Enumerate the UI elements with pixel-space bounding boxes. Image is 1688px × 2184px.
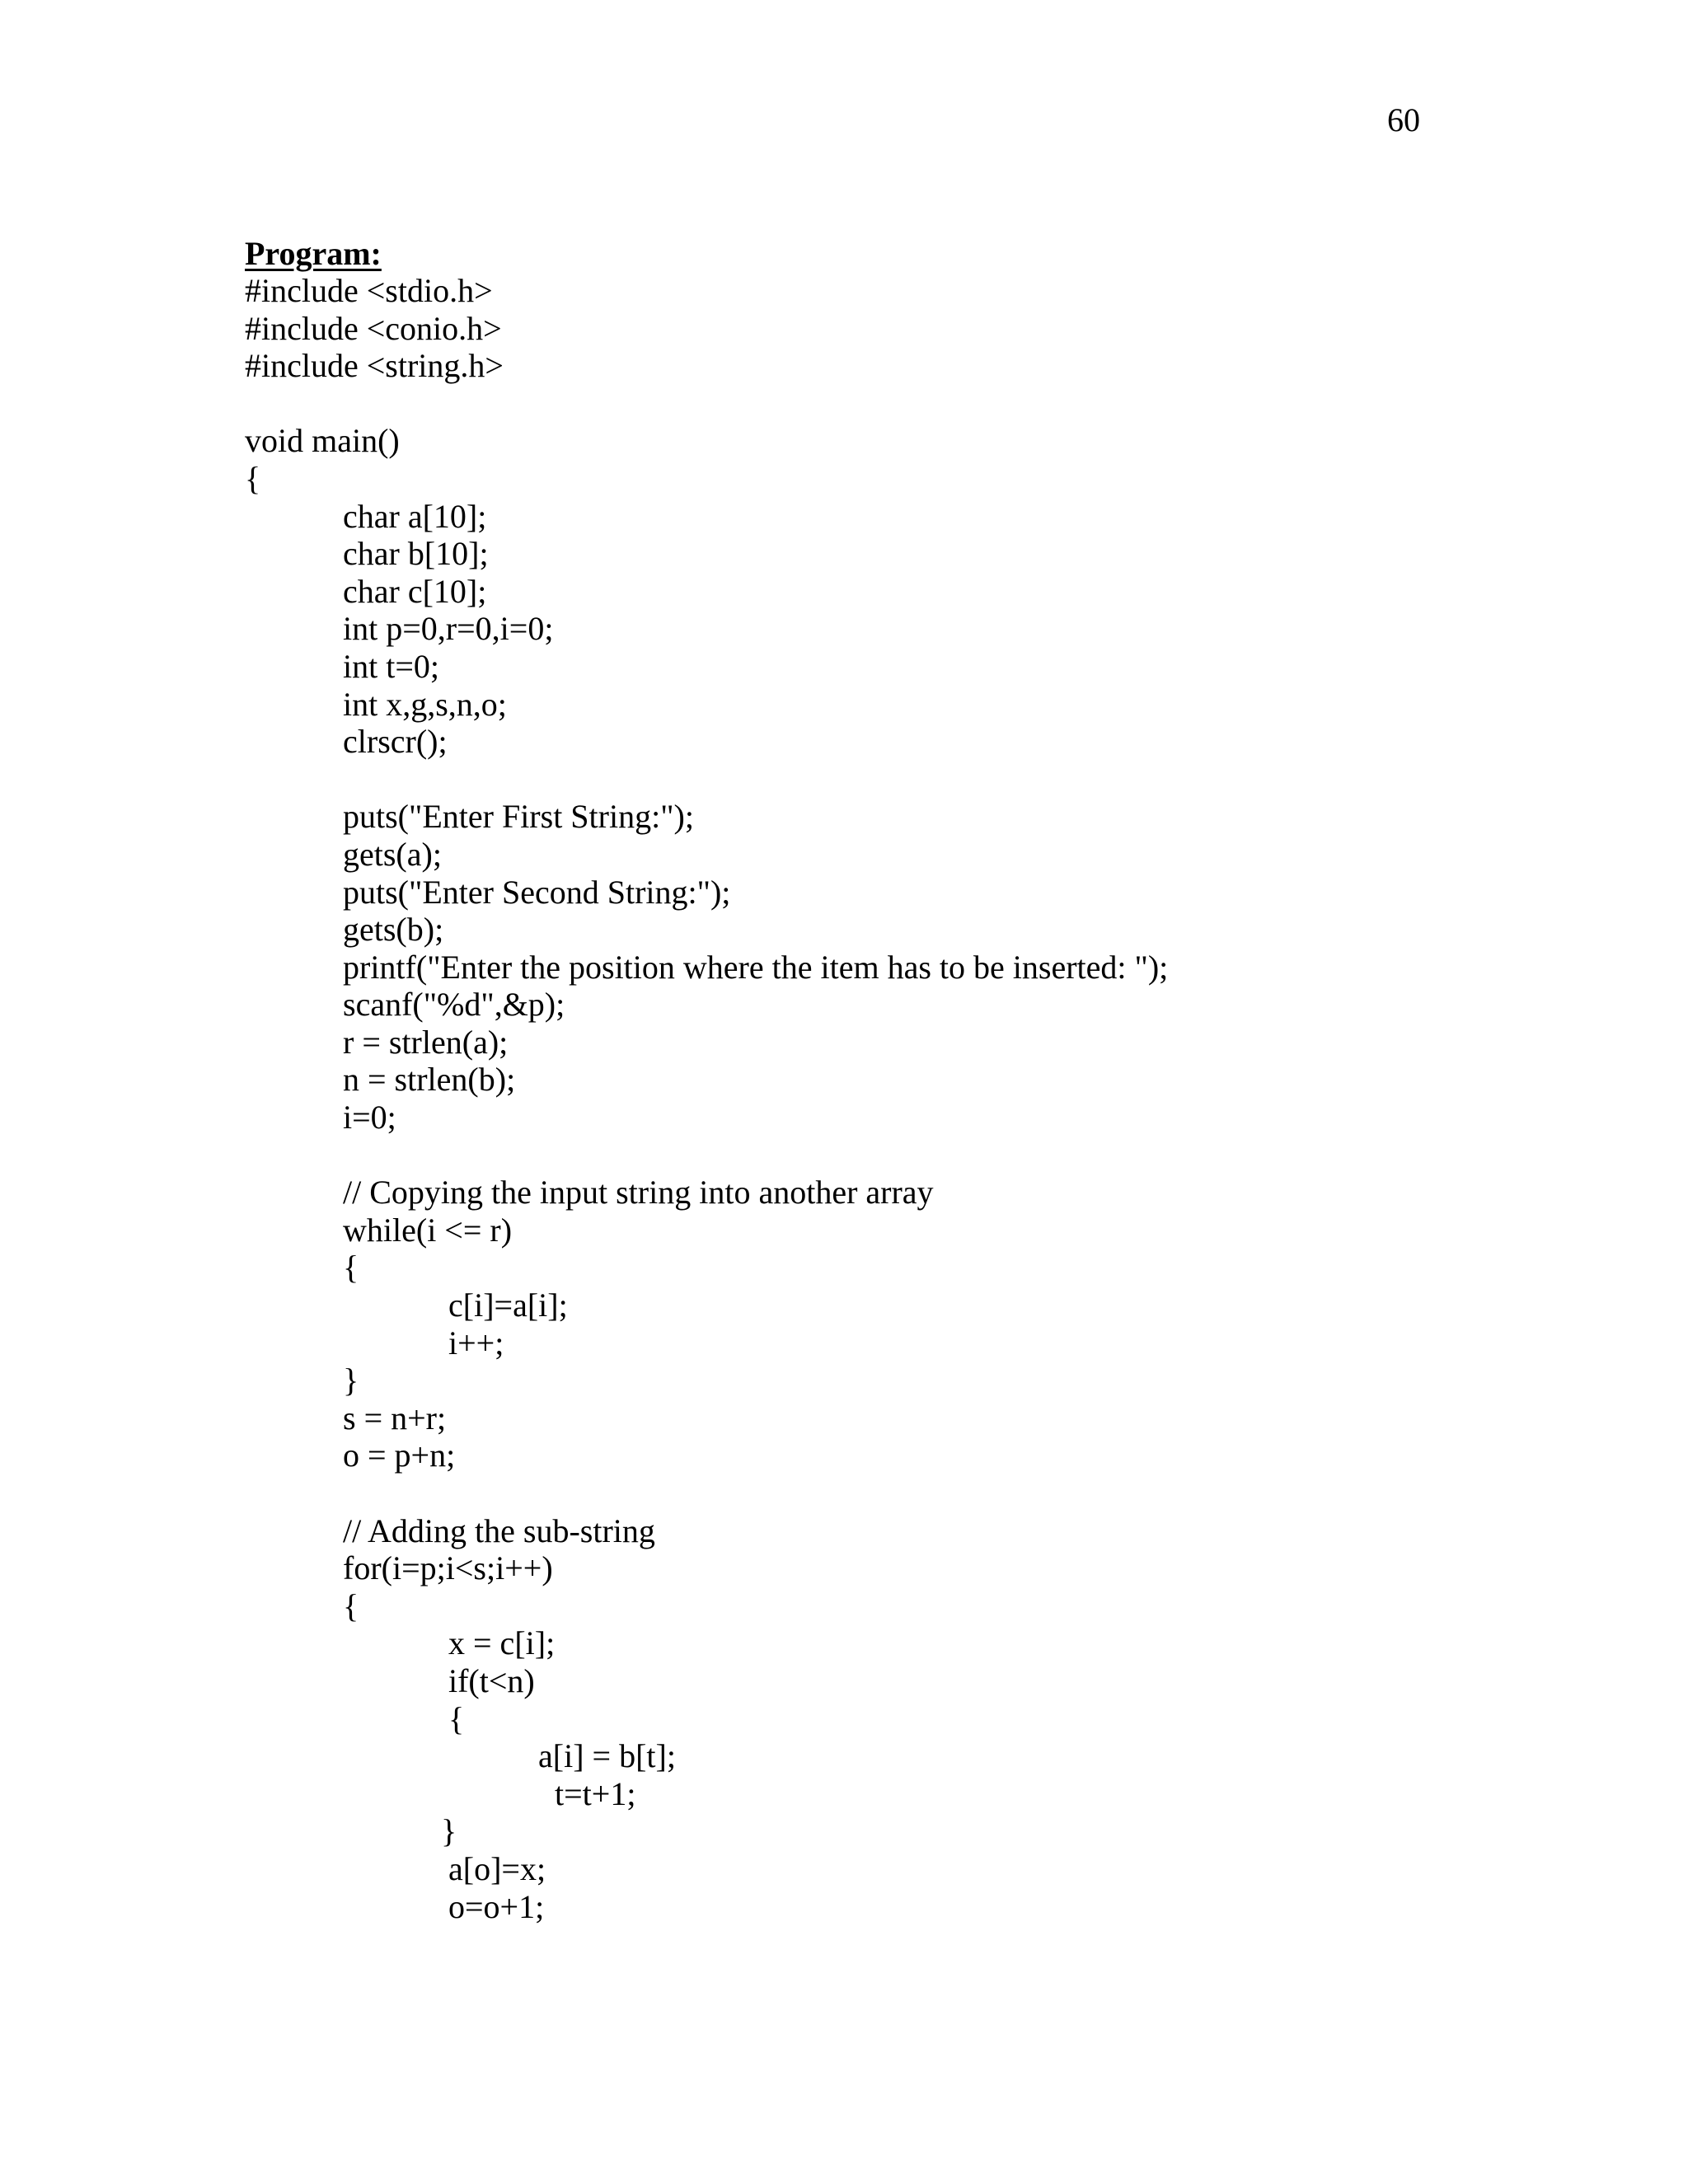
code-line: } bbox=[441, 1812, 457, 1850]
code-line: char b[10]; bbox=[343, 535, 489, 573]
program-heading: Program: bbox=[245, 235, 382, 272]
code-line: gets(b); bbox=[343, 911, 444, 949]
code-line: char c[10]; bbox=[343, 572, 487, 610]
code-line: if(t<n) bbox=[448, 1661, 535, 1699]
code-line: o = p+n; bbox=[343, 1436, 456, 1474]
code-listing bbox=[245, 272, 1646, 1925]
code-line: #include <string.h> bbox=[245, 347, 504, 385]
code-line: r = strlen(a); bbox=[343, 1023, 509, 1061]
code-line: i++; bbox=[448, 1324, 504, 1361]
code-line: x = c[i]; bbox=[448, 1624, 556, 1662]
code-line: puts("Enter Second String:"); bbox=[343, 873, 731, 911]
code-line: void main() bbox=[245, 422, 400, 460]
code-line: i=0; bbox=[343, 1099, 396, 1137]
code-line: a[o]=x; bbox=[448, 1849, 546, 1887]
code-line: int p=0,r=0,i=0; bbox=[343, 610, 554, 648]
code-line: int t=0; bbox=[343, 647, 440, 685]
code-line: { bbox=[343, 1586, 359, 1624]
code-line: // Copying the input string into another array bbox=[343, 1174, 934, 1212]
code-line: char a[10]; bbox=[343, 497, 487, 535]
page-number: 60 bbox=[1387, 101, 1420, 138]
code-line: { bbox=[343, 1249, 359, 1286]
code-line: scanf("%d",&p); bbox=[343, 986, 565, 1024]
code-line: for(i=p;i<s;i++) bbox=[343, 1549, 553, 1587]
code-line: clrscr(); bbox=[343, 723, 448, 761]
blank-line bbox=[245, 761, 1646, 799]
code-line: #include <conio.h> bbox=[245, 309, 502, 347]
code-line: c[i]=a[i]; bbox=[448, 1286, 568, 1324]
code-line: #include <stdio.h> bbox=[245, 272, 493, 309]
code-line: t=t+1; bbox=[555, 1774, 636, 1812]
code-line: puts("Enter First String:"); bbox=[343, 798, 694, 836]
code-line: printf("Enter the position where the item has to be inserted: "); bbox=[343, 948, 1169, 986]
code-line: n = strlen(b); bbox=[343, 1061, 516, 1099]
code-line: { bbox=[245, 459, 261, 497]
code-line: while(i <= r) bbox=[343, 1211, 513, 1249]
code-line: { bbox=[448, 1699, 465, 1737]
blank-line bbox=[245, 1474, 1646, 1512]
code-line: // Adding the sub-string bbox=[343, 1511, 655, 1549]
code-line: a[i] = b[t]; bbox=[538, 1737, 676, 1775]
code-line: int x,g,s,n,o; bbox=[343, 685, 507, 723]
code-line: gets(a); bbox=[343, 835, 442, 873]
code-line: s = n+r; bbox=[343, 1399, 447, 1436]
blank-line bbox=[245, 385, 1646, 423]
code-line: } bbox=[343, 1361, 359, 1399]
blank-line bbox=[245, 1137, 1646, 1174]
code-line: o=o+1; bbox=[448, 1887, 545, 1925]
